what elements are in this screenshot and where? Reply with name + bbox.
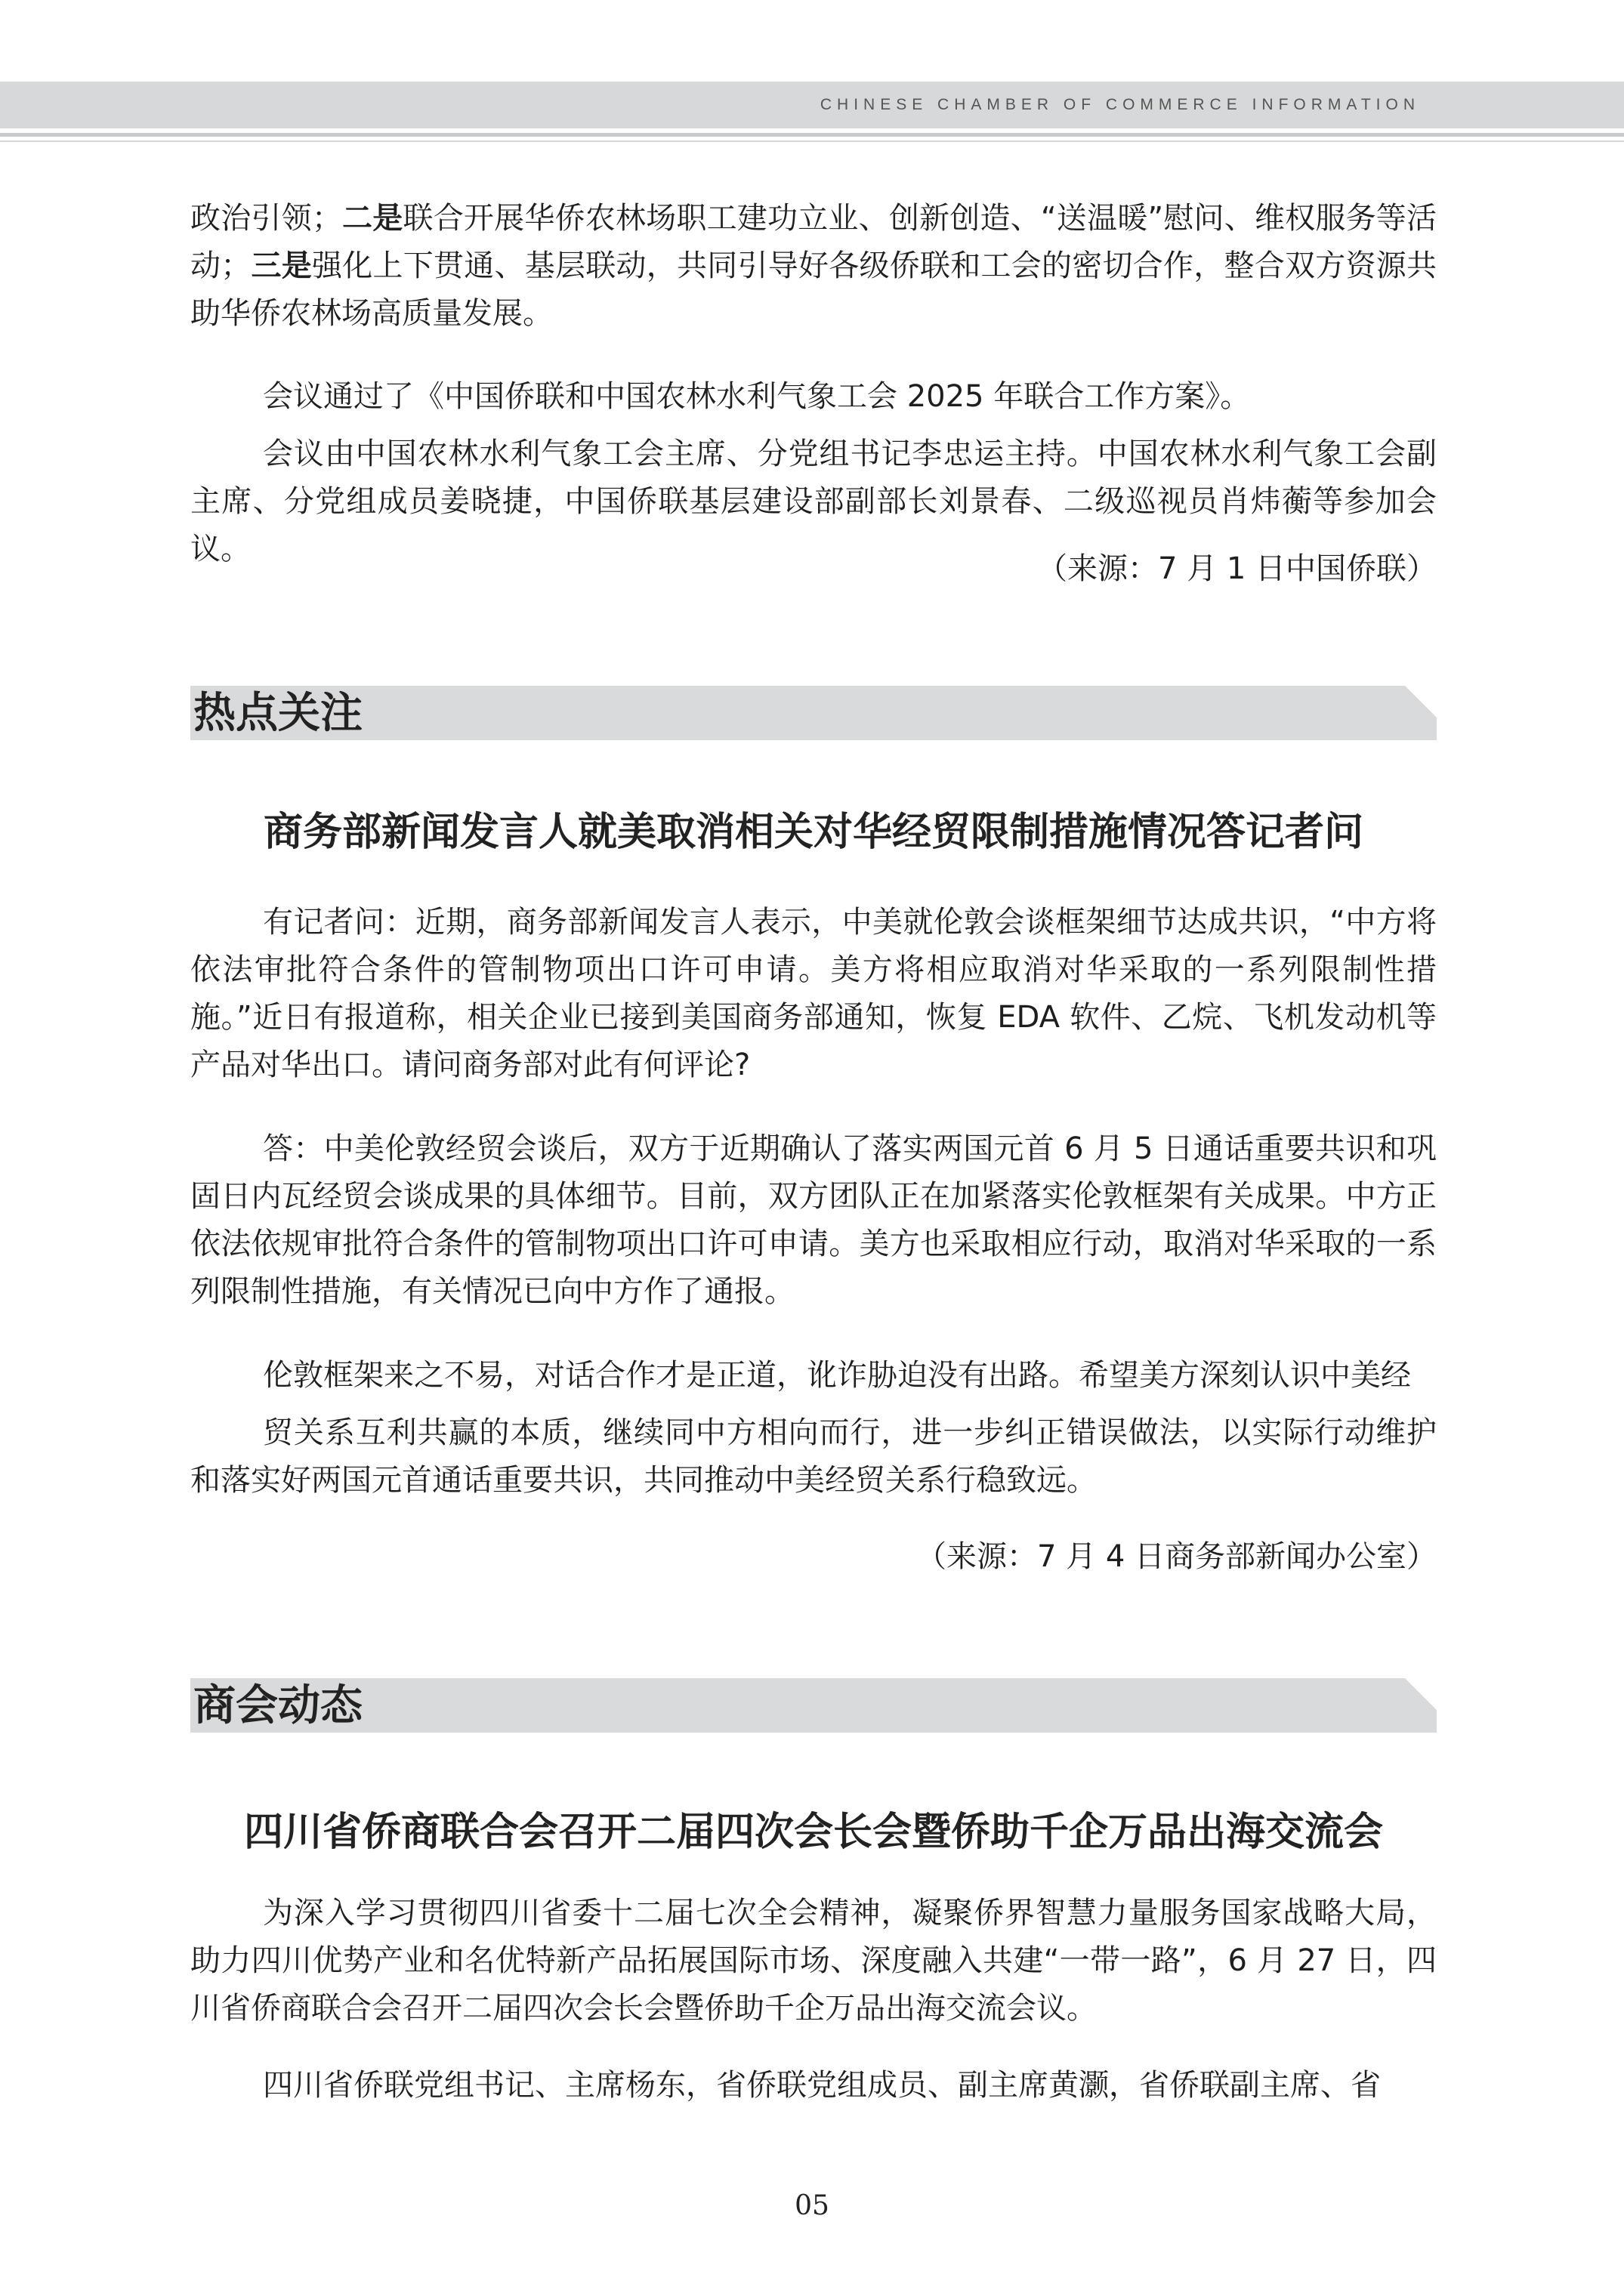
article-title-2: 四川省侨商联合会召开二届四次会长会暨侨助千企万品出海交流会 [243,1810,1383,1855]
article1-paragraph-1: 有记者问：近期，商务部新闻发言人表示，中美就伦敦会谈框架细节达成共识，“中方将依法审批符合条件的管制物项出口许可申请。美方将相应取消对华采取的一系列限制性措施。”近日有报道称，相关企业已接到美国商务部通知，恢复 EDA 软件、乙烷、飞机发动机等产品对华出口。请问商务部对此有何评论? [190,905,1437,1082]
intro-paragraph-3: 会议由中国农林水利气象工会主席、分党组书记李忠运主持。中国农林水利气象工会副主席、分党组成员姜晓捷，中国侨联基层建设部副部长刘景春、二级巡视员肖炜蘅等参加会议。 [190,437,1437,566]
header-divider-thin [0,140,1624,142]
intro-source: （来源：7 月 1 日中国侨联） [1036,551,1437,586]
article1-paragraph-2: 答：中美伦敦经贸会谈后，双方于近期确认了落实两国元首 6 月 5 日通话重要共识和巩固日内瓦经贸会谈成果的具体细节。目前，双方团队正在加紧落实伦敦框架有关成果。中方正依法依规审批符合条件的管制物项出口许可申请。美方也采取相应行动，取消对华采取的一系列限制性措施，有关情况已向中方作了通报。 [190,1131,1437,1309]
article1-paragraph-3-line-1: 伦敦框架来之不易，对话合作才是正道，讹诈胁迫没有出路。希望美方深刻认识中美经 [263,1358,1411,1393]
section-bar-hot-topics [190,686,1437,740]
header-divider [0,133,1624,137]
intro-paragraph-2: 会议通过了《中国侨联和中国农林水利气象工会 2025 年联合工作方案》。 [263,379,1251,414]
intro-paragraph-1 [190,195,1437,338]
section-bar-chamber-news [190,1678,1437,1733]
bold-marker-three: 三是 [251,248,312,283]
intro-text: 政治引领； [190,201,342,236]
article2-paragraph-2: 四川省侨联党组书记、主席杨东，省侨联党组成员、副主席黄灏，省侨联副主席、省 [263,2068,1381,2103]
article1-paragraph-3-rest: 贸关系互利共赢的本质，继续同中方相向而行，进一步纠正错误做法，以实际行动维护和落实好两国元首通话重要共识，共同推动中美经贸关系行稳致远。 [190,1415,1437,1498]
intro-text: 联合开展华侨农林场职工建功立业、创新创造、“送温暖”慰问、维权服务等活动； [190,201,1437,283]
article-title-1: 商务部新闻发言人就美取消相关对华经贸限制措施情况答记者问 [263,810,1363,855]
intro-text: 强化上下贯通、基层联动，共同引导好各级侨联和工会的密切合作，整合双方资源共助华侨农林场高质量发展。 [190,248,1437,331]
article1-source: （来源：7 月 4 日商务部新闻办公室） [915,1539,1437,1574]
page-number: 05 [795,2190,829,2221]
bold-marker-two: 二是 [341,201,403,236]
section-title-hot-topics: 热点关注 [193,688,363,738]
section-title-chamber-news: 商会动态 [193,1680,363,1730]
header-band-text: CHINESE CHAMBER OF COMMERCE INFORMATION [820,96,1420,113]
article2-paragraph-1: 为深入学习贯彻四川省委十二届七次全会精神，凝聚侨界智慧力量服务国家战略大局，助力四川优势产业和名优特新产品拓展国际市场、深度融入共建“一带一路”，6 月 27 日，四川省侨商联合会召开二届四次会长会暨侨助千企万品出海交流会议。 [190,1896,1437,2026]
